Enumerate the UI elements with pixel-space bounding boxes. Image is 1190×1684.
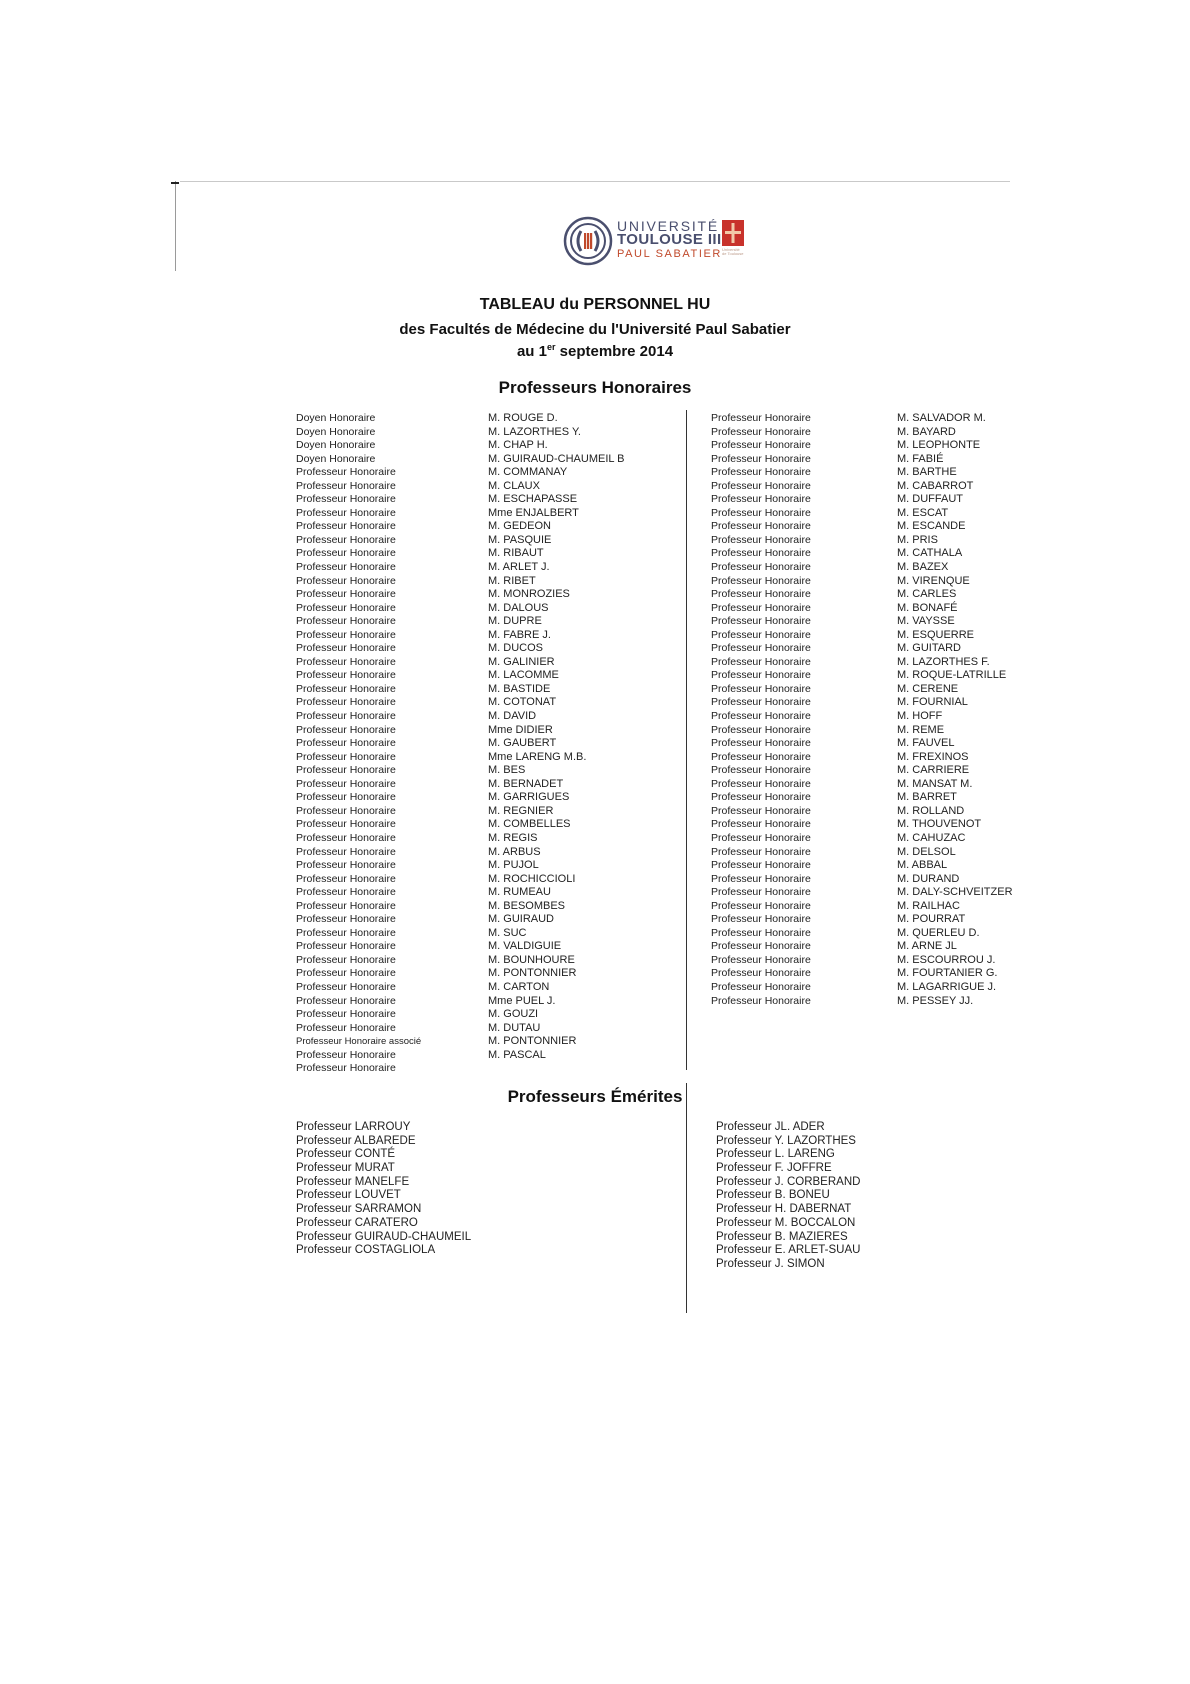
list-item: Professeur Honoraire [711, 980, 811, 993]
list-item: M. BONAFÉ [897, 601, 958, 614]
list-item: M. VIRENQUE [897, 574, 970, 587]
list-item: Mme DIDIER [488, 723, 553, 736]
list-item: Professeur Honoraire [296, 750, 396, 763]
list-item: Professeur Honoraire [296, 737, 396, 750]
list-item: M. ESCANDE [897, 520, 966, 533]
list-item: Professeur Honoraire [296, 886, 396, 899]
list-item: Professeur Honoraire [296, 764, 396, 777]
page-title: TABLEAU du PERSONNEL HU [479, 296, 711, 313]
university-logo [563, 216, 745, 274]
list-item: M. DAVID [488, 710, 537, 723]
list-item: M. GARRIGUES [488, 791, 570, 804]
list-item: Professeur GUIRAUD-CHAUMEIL [296, 1230, 472, 1243]
list-item: Professeur Honoraire [711, 967, 811, 980]
honoraires-right-titles [711, 412, 811, 1008]
list-item: Professeur Honoraire [711, 642, 811, 655]
list-item: M. GOUZI [488, 1008, 539, 1021]
page-date [0, 343, 1190, 360]
list-item: Professeur Honoraire [711, 506, 811, 519]
list-item: Professeur Honoraire [296, 466, 396, 479]
list-item: Professeur LOUVET [296, 1189, 401, 1202]
list-item: Professeur Honoraire [711, 574, 811, 587]
list-item: M. CAHUZAC [897, 831, 966, 844]
list-item: M. CARLES [897, 588, 957, 601]
list-item: M. GUITARD [897, 642, 961, 655]
date-suffix: septembre 2014 [555, 343, 674, 360]
list-item: M. LAGARRIGUE J. [897, 980, 997, 993]
list-item: Professeur Honoraire [711, 804, 811, 817]
list-item: Professeur Honoraire [296, 520, 396, 533]
list-item: M. BERNADET [488, 777, 564, 790]
list-item: M. CABARROT [897, 479, 974, 492]
emerites-right-list [716, 1121, 860, 1272]
list-item: Professeur M. BOCCALON [716, 1216, 856, 1229]
list-item: M. FABRE J. [488, 628, 551, 641]
list-item: Professeur Honoraire [296, 493, 396, 506]
list-item: Professeur LARROUY [296, 1121, 411, 1133]
list-item: Professeur Honoraire [711, 615, 811, 628]
list-item: M. FAUVEL [897, 737, 955, 750]
list-item: Professeur Honoraire [711, 452, 811, 465]
list-item: M. CHAP H. [488, 439, 548, 452]
list-item: Professeur Honoraire [711, 764, 811, 777]
list-item: M. FOURTANIER G. [897, 967, 998, 980]
list-item: Professeur ALBAREDE [296, 1134, 416, 1147]
scan-edge-top [180, 181, 1010, 182]
list-item: Doyen Honoraire [296, 439, 376, 452]
list-item: Professeur Honoraire [296, 601, 396, 614]
list-item: M. CATHALA [897, 547, 963, 560]
section-heading-emerites: Professeurs Émérites [507, 1087, 683, 1106]
list-item: Professeur MURAT [296, 1162, 395, 1175]
list-item: M. CARTON [488, 980, 550, 993]
column-divider [686, 410, 687, 1070]
list-item: Professeur Honoraire [711, 547, 811, 560]
list-item: Professeur Honoraire [296, 696, 396, 709]
list-item: M. FREXINOS [897, 750, 969, 763]
list-item: Professeur CARATERO [296, 1216, 418, 1229]
list-item: Professeur Honoraire [711, 412, 811, 424]
list-item: Professeur MANELFE [296, 1175, 410, 1188]
list-item: Professeur Honoraire [296, 533, 396, 546]
list-item: M. ARLET J. [488, 561, 550, 574]
list-item: Professeur Honoraire [296, 1021, 396, 1034]
list-item: M. LACOMME [488, 669, 559, 682]
list-item: Professeur Honoraire associé [296, 1036, 422, 1048]
list-item: Professeur Honoraire [296, 980, 396, 993]
list-item: M. ESCAT [897, 506, 949, 519]
list-item: M. PONTONNIER [488, 967, 577, 980]
list-item: M. BOUNHOURE [488, 953, 575, 966]
date-prefix: au 1 [516, 343, 547, 360]
list-item: Professeur Honoraire [296, 574, 396, 587]
honoraires-right-names [897, 412, 1013, 1008]
list-item: Professeur F. JOFFRE [716, 1162, 832, 1175]
list-item: M. DALY-SCHVEITZER [897, 886, 1013, 899]
list-item: Professeur Honoraire [711, 777, 811, 790]
list-item: M. GAUBERT [488, 737, 557, 750]
list-item: Professeur Honoraire [296, 561, 396, 574]
list-item: M. CERENE [897, 682, 959, 695]
list-item: M. PRIS [897, 533, 938, 546]
list-item: Professeur Honoraire [711, 926, 811, 939]
list-item: M. PASCAL [488, 1048, 546, 1061]
list-item: Professeur Honoraire [296, 804, 396, 817]
list-item: M. DURAND [897, 872, 960, 885]
list-item: Professeur Honoraire [711, 669, 811, 682]
list-item: M. DUPRE [488, 615, 542, 628]
list-item: Professeur Honoraire [296, 953, 396, 966]
list-item: M. BAYARD [897, 425, 956, 438]
list-item: Professeur Honoraire [711, 831, 811, 844]
list-item: Professeur Honoraire [296, 791, 396, 804]
list-item: M. QUERLEU D. [897, 926, 980, 939]
list-item: M. REGIS [488, 831, 538, 844]
list-item: Professeur Honoraire [711, 479, 811, 492]
list-item: M. ROLLAND [897, 804, 965, 817]
list-item: Professeur Honoraire [296, 940, 396, 953]
list-item: Professeur Honoraire [296, 899, 396, 912]
list-item: Professeur Honoraire [711, 710, 811, 723]
list-item: Professeur Honoraire [296, 642, 396, 655]
list-item: Professeur Honoraire [296, 994, 396, 1007]
list-item: Professeur Honoraire [711, 520, 811, 533]
list-item: Professeur Honoraire [296, 682, 396, 695]
list-item: Professeur Honoraire [711, 913, 811, 926]
list-item: M. SALVADOR M. [897, 412, 986, 424]
list-item: Professeur Honoraire [296, 588, 396, 601]
list-item: M. ROUGE D. [488, 412, 558, 424]
list-item: M. DUCOS [488, 642, 543, 655]
list-item: Professeur Honoraire [711, 682, 811, 695]
list-item: M. ARBUS [488, 845, 541, 858]
list-item: Professeur E. ARLET-SUAU [716, 1244, 861, 1257]
list-item: M. BASTIDE [488, 682, 551, 695]
list-item: M. PUJOL [488, 859, 539, 872]
list-item: Professeur Honoraire [296, 872, 396, 885]
list-item: Professeur Y. LAZORTHES [716, 1134, 856, 1147]
list-item: M. DELSOL [897, 845, 956, 858]
column-divider-emerites [686, 1083, 687, 1313]
list-item: Professeur Honoraire [296, 1062, 396, 1075]
university-seal-icon [563, 216, 613, 266]
list-item: M. BARRET [897, 791, 957, 804]
list-item: M. SUC [488, 926, 527, 939]
list-item: Professeur SARRAMON [296, 1203, 422, 1216]
list-item: Professeur Honoraire [711, 886, 811, 899]
scan-mark [171, 182, 179, 184]
list-item: M. GALINIER [488, 655, 555, 668]
list-item: M. LAZORTHES Y. [488, 425, 581, 438]
list-item: Professeur Honoraire [711, 533, 811, 546]
list-item: M. MANSAT M. [897, 777, 973, 790]
list-item: M. REGNIER [488, 804, 554, 817]
list-item: M. REME [897, 723, 945, 736]
list-item: M. CARRIERE [897, 764, 970, 777]
list-item: Professeur Honoraire [711, 588, 811, 601]
list-item: M. MONROZIES [488, 588, 570, 601]
list-item: M. DALOUS [488, 601, 549, 614]
list-item: M. DUFFAUT [897, 493, 963, 506]
date-ordinal: er [546, 342, 556, 352]
list-item: Professeur CONTÉ [296, 1148, 396, 1161]
list-item: Professeur Honoraire [711, 737, 811, 750]
list-item: Professeur Honoraire [296, 479, 396, 492]
list-item: Professeur Honoraire [711, 994, 811, 1007]
list-item: M. ARNE JL [897, 940, 957, 953]
list-item: M. ROQUE-LATRILLE [897, 669, 1007, 682]
list-item: M. POURRAT [897, 913, 966, 926]
list-item: M. GEDEON [488, 520, 551, 533]
list-item: M. ESQUERRE [897, 628, 975, 641]
list-item: Professeur Honoraire [296, 777, 396, 790]
list-item: Professeur Honoraire [296, 926, 396, 939]
list-item: Professeur Honoraire [296, 547, 396, 560]
list-item: M. RIBET [488, 574, 536, 587]
list-item: M. VAYSSE [897, 615, 955, 628]
list-item: Mme PUEL J. [488, 994, 556, 1007]
list-item: M. ESCHAPASSE [488, 493, 578, 506]
list-item: Professeur Honoraire [296, 506, 396, 519]
logo-line-3: PAUL SABATIER [617, 248, 722, 260]
list-item: M. COMBELLES [488, 818, 571, 831]
list-item: Professeur Honoraire [711, 425, 811, 438]
list-item: Doyen Honoraire [296, 452, 376, 465]
emerites-left-list [296, 1121, 471, 1258]
list-item: Professeur Honoraire [711, 655, 811, 668]
list-item: Professeur Honoraire [711, 872, 811, 885]
list-item: M. BESOMBES [488, 899, 566, 912]
list-item: M. RIBAUT [488, 547, 544, 560]
list-item: Professeur H. DABERNAT [716, 1203, 852, 1216]
list-item: M. LAZORTHES F. [897, 655, 990, 668]
toulouse-cross-icon [722, 220, 744, 246]
list-item: Professeur Honoraire [711, 628, 811, 641]
list-item: Professeur Honoraire [711, 845, 811, 858]
list-item: Professeur Honoraire [296, 1048, 396, 1061]
list-item: Professeur B. BONEU [716, 1189, 830, 1202]
list-item: Professeur Honoraire [296, 628, 396, 641]
list-item: Professeur Honoraire [711, 750, 811, 763]
section-heading-honoraires: Professeurs Honoraires [498, 378, 692, 397]
list-item: M. DUTAU [488, 1021, 541, 1034]
list-item: Doyen Honoraire [296, 412, 376, 424]
list-item: Professeur Honoraire [296, 655, 396, 668]
list-item: M. RUMEAU [488, 886, 551, 899]
list-item: Professeur Honoraire [296, 831, 396, 844]
list-item: Professeur Honoraire [711, 439, 811, 452]
list-item: Professeur Honoraire [296, 723, 396, 736]
list-item: M. ABBAL [897, 859, 948, 872]
scan-edge-left [175, 181, 176, 271]
list-item: M. FOURNIAL [897, 696, 968, 709]
list-item: M. PONTONNIER [488, 1035, 577, 1048]
list-item: M. VALDIGUIE [488, 940, 562, 953]
list-item: M. BARTHE [897, 466, 957, 479]
list-item: M. BES [488, 764, 526, 777]
list-item: M. BAZEX [897, 561, 949, 574]
logo-line-2: TOULOUSE III [617, 231, 722, 248]
list-item: Mme ENJALBERT [488, 506, 579, 519]
list-item: M. GUIRAUD [488, 913, 554, 926]
list-item: Professeur Honoraire [296, 710, 396, 723]
list-item: M. THOUVENOT [897, 818, 982, 831]
list-item: Professeur Honoraire [296, 845, 396, 858]
list-item: Mme LARENG M.B. [488, 750, 587, 763]
list-item: Doyen Honoraire [296, 425, 376, 438]
list-item: Professeur Honoraire [711, 818, 811, 831]
logo-caption: Université de Toulouse [722, 247, 744, 256]
list-item: Professeur Honoraire [711, 899, 811, 912]
logo-line-1: UNIVERSITÉ [617, 218, 720, 234]
list-item: Professeur Honoraire [711, 859, 811, 872]
list-item: Professeur J. SIMON [716, 1257, 825, 1270]
list-item: Professeur COSTAGLIOLA [296, 1244, 436, 1257]
list-item: M. PESSEY JJ. [897, 994, 974, 1007]
honoraires-left-titles [296, 412, 421, 1076]
list-item: Professeur JL. ADER [716, 1121, 825, 1133]
list-item: Professeur Honoraire [296, 615, 396, 628]
list-item: Professeur Honoraire [296, 859, 396, 872]
list-item: Professeur L. LARENG [716, 1148, 835, 1161]
list-item: M. CLAUX [488, 479, 540, 492]
list-item: M. HOFF [897, 710, 943, 723]
list-item: M. ESCOURROU J. [897, 953, 996, 966]
list-item: M. COTONAT [488, 696, 557, 709]
list-item: Professeur Honoraire [296, 967, 396, 980]
list-item: M. ROCHICCIOLI [488, 872, 576, 885]
list-item: Professeur B. MAZIERES [716, 1230, 848, 1243]
list-item: Professeur Honoraire [711, 696, 811, 709]
list-item: M. PASQUIE [488, 533, 552, 546]
list-item: Professeur Honoraire [711, 723, 811, 736]
honoraires-left-names [488, 412, 625, 1062]
list-item: Professeur J. CORBERAND [716, 1175, 861, 1188]
list-item: Professeur Honoraire [296, 818, 396, 831]
list-item: Professeur Honoraire [711, 561, 811, 574]
list-item: Professeur Honoraire [296, 669, 396, 682]
list-item: Professeur Honoraire [711, 466, 811, 479]
page-subtitle: des Facultés de Médecine du l'Université Paul Sabatier [399, 321, 791, 338]
list-item: Professeur Honoraire [711, 940, 811, 953]
list-item: M. LEOPHONTE [897, 439, 981, 452]
list-item: Professeur Honoraire [296, 1008, 396, 1021]
list-item: Professeur Honoraire [296, 913, 396, 926]
list-item: M. FABIÉ [897, 452, 944, 465]
list-item: Professeur Honoraire [711, 791, 811, 804]
list-item: M. GUIRAUD-CHAUMEIL B [488, 452, 625, 465]
list-item: Professeur Honoraire [711, 953, 811, 966]
list-item: M. RAILHAC [897, 899, 960, 912]
list-item: Professeur Honoraire [711, 601, 811, 614]
list-item: M. COMMANAY [488, 466, 568, 479]
list-item: Professeur Honoraire [711, 493, 811, 506]
